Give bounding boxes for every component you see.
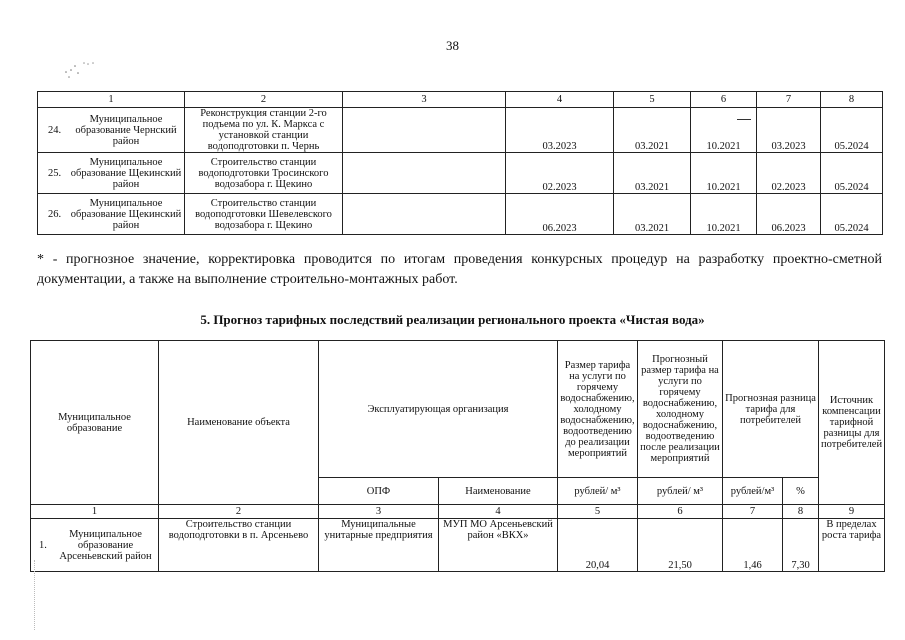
tariff-before-cell: 20,04 (558, 519, 638, 572)
municipality-name: Муниципальное образование Щекинский район (70, 197, 182, 231)
col-number: 7 (757, 92, 821, 108)
date-cell: 02.2023 (506, 153, 614, 194)
table-row (38, 194, 883, 235)
header-object: Наименование объекта (159, 341, 319, 505)
col-number: 6 (638, 505, 723, 519)
municipality-name: Муниципальное образование Арсеньевский район (59, 528, 152, 562)
date-cell: 06.2023 (506, 194, 614, 235)
row-number: 25. (48, 167, 62, 179)
municipality-cell (38, 194, 185, 235)
date-cell: 10.2021 (691, 108, 757, 153)
page-number: 38 (446, 38, 459, 53)
tariff-after-cell: 21,50 (638, 519, 723, 572)
col-number: 7 (723, 505, 783, 519)
row-number: 24. (48, 124, 62, 136)
header-unit: рублей/м³ (723, 478, 783, 505)
municipality-cell (38, 108, 185, 153)
object-cell: Строительство станции водоподготовки в п. Арсеньево (159, 519, 319, 572)
scan-edge-mark (34, 560, 36, 630)
header-unit: % (783, 478, 819, 505)
header-source: Источник компенсации тарифной разницы для потребителей (819, 341, 885, 505)
opf-cell: Муниципальные унитарные предприятия (319, 519, 439, 572)
col-number: 2 (185, 92, 343, 108)
header-tariff-before: Размер тарифа на услуги по горячему водоснабжению, холодному водоснабжению, водоотведению до реализации мероприятий (558, 341, 638, 478)
date-cell: 06.2023 (757, 194, 821, 235)
date-cell: 05.2024 (821, 153, 883, 194)
col-number: 3 (343, 92, 506, 108)
municipality-name: Муниципальное образование Чернский район (75, 113, 177, 147)
table-header-row (31, 341, 885, 478)
diff-pct-cell: 7,30 (783, 519, 819, 572)
col-number: 1 (38, 92, 185, 108)
value-cell (343, 153, 506, 194)
date-cell: 05.2024 (821, 194, 883, 235)
date-cell: 03.2021 (614, 153, 691, 194)
date-cell: 10.2021 (691, 194, 757, 235)
col-number: 8 (821, 92, 883, 108)
header-unit: рублей/ м³ (558, 478, 638, 505)
value-cell (343, 108, 506, 153)
col-number: 5 (558, 505, 638, 519)
header-municipality: Муниципальное образование (31, 341, 159, 505)
col-number: 8 (783, 505, 819, 519)
col-number: 4 (506, 92, 614, 108)
row-number: 1. (39, 539, 47, 551)
date-cell: 03.2021 (614, 108, 691, 153)
header-diff: Прогнозная разница тарифа для потребителей (723, 341, 819, 478)
table-header-row (38, 92, 883, 108)
dash-mark (737, 119, 751, 120)
table-row (31, 519, 885, 572)
column-number-row (31, 505, 885, 519)
source-cell: В пределах роста тарифа (819, 519, 885, 572)
date-cell: 02.2023 (757, 153, 821, 194)
date-cell: 03.2023 (506, 108, 614, 153)
value-cell (343, 194, 506, 235)
header-opf: ОПФ (319, 478, 439, 505)
col-number: 1 (31, 505, 159, 519)
col-number: 4 (439, 505, 558, 519)
col-number: 5 (614, 92, 691, 108)
col-number: 3 (319, 505, 439, 519)
col-number: 9 (819, 505, 885, 519)
municipality-name: Муниципальное образование Щекинский район (70, 156, 182, 190)
object-cell: Реконструкция станции 2-го подъема по ул. К. Маркса с установкой станции водоподготовки п. Чернь (185, 108, 343, 153)
row-number: 26. (48, 208, 62, 220)
footnote: * - прогнозное значение, корректировка проводится по итогам проведения конкурсных процедур на разработку проектно-сметной документации, а также на выполнение строительно-монтажных работ. (37, 252, 882, 287)
header-tariff-after: Прогнозный размер тарифа на услуги по горячему водоснабжению, холодному водоснабжению, водоотведению после реализации мероприятий (638, 341, 723, 478)
header-unit: рублей/ м³ (638, 478, 723, 505)
col-number: 6 (691, 92, 757, 108)
scan-artifact-icon (62, 58, 104, 80)
operator-name-cell: МУП МО Арсеньевский район «ВКХ» (439, 519, 558, 572)
header-name: Наименование (439, 478, 558, 505)
tariff-table (30, 340, 885, 572)
date-cell: 10.2021 (691, 153, 757, 194)
date-cell: 03.2021 (614, 194, 691, 235)
table-row (38, 108, 883, 153)
date-cell: 05.2024 (821, 108, 883, 153)
header-operator: Эксплуатирующая организация (319, 341, 558, 478)
schedule-table (37, 91, 883, 235)
diff-rub-cell: 1,46 (723, 519, 783, 572)
col-number: 2 (159, 505, 319, 519)
table-row (38, 153, 883, 194)
object-cell: Строительство станции водоподготовки Шевелевского водозабора г. Щекино (185, 194, 343, 235)
municipality-cell (38, 153, 185, 194)
object-cell: Строительство станции водоподготовки Тросинского водозабора г. Щекино (185, 153, 343, 194)
section-title: 5. Прогноз тарифных последствий реализации регионального проекта «Чистая вода» (200, 312, 705, 327)
date-cell: 03.2023 (757, 108, 821, 153)
municipality-cell (31, 519, 159, 572)
